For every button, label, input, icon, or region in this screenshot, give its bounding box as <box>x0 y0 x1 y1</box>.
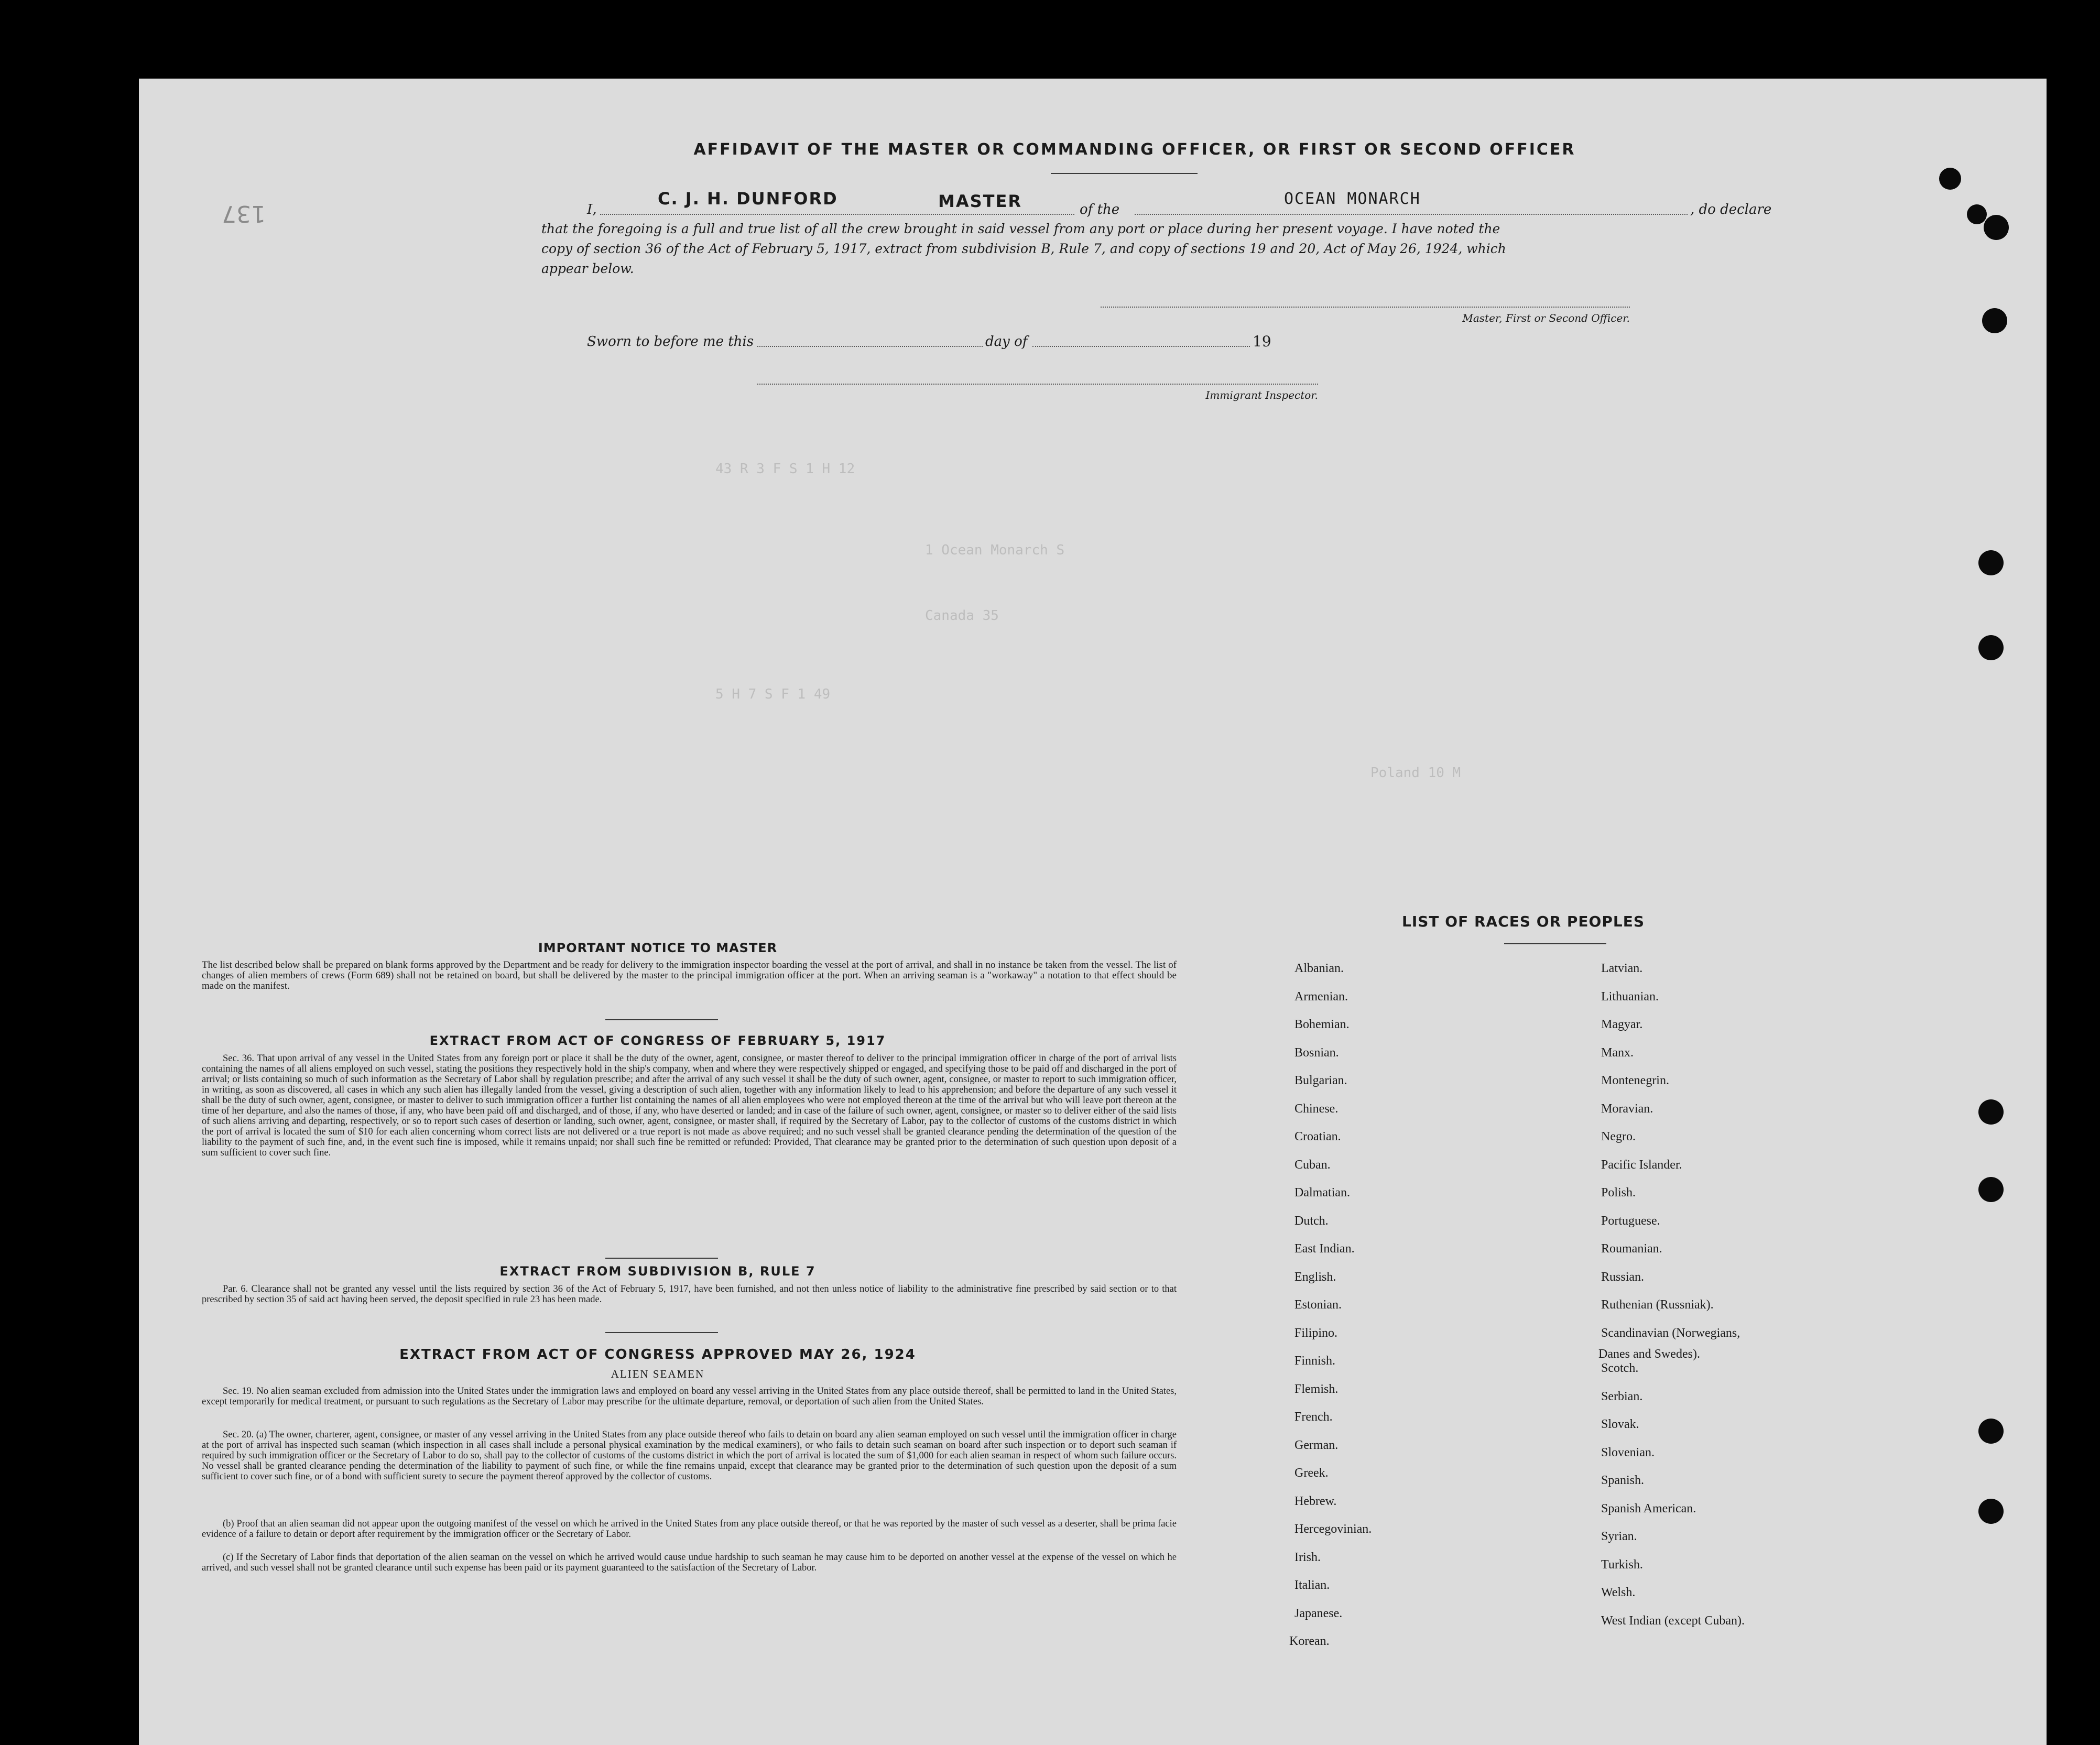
extract-1917-body: Sec. 36. That upon arrival of any vessel in the United States from any foreign port or place it shall be the duty of the owner, agent, consignee, or master thereof to deliver to the principal immigration officer in charge of the port of arrival lists containing the names of all aliens employed on such vessel, stating the positions they respectively hold in the ship's company, when and where they were respectively shipped or engaged, and specifying those to be paid off and discharged in the port of arrival; or lists containing so much of such information as the Secretary of Labor shall by regulation prescribe; and after the arrival of any such vessel it shall be the duty of such owner, agent, consignee, or master to report to such immigration officer, in writing, as soon as discovered, all cases in which any such alien has illegally landed from the vessel, giving a description of such alien, together with any information likely to lead to his apprehension; and before the departure of any such vessel it shall be the duty of such owner, agent, consignee, or master to deliver to such immigration officer a further list containing the names of all alien employees who were not employed thereon at the time of the arrival but who will leave port thereon at the time of her departure, and also the names of those, if any, who have been paid off and discharged, and of those, if any, who have deserted or landed; and in case of the failure of such owner, agent, consignee, or master so to deliver either of the said lists of such aliens arriving and departing, respectively, or so to report such cases of desertion or landing, such owner, agent, consignee, or master shall, if required by the Secretary of Labor, pay to the collector of customs of the customs district in which the port of arrival is located the sum of $10 for each alien concerning whom correct lists are not delivered or a true report is not made as above required; and no such vessel shall be granted clearance pending the determination of the question of the liability to the payment of such fine, and, in the event such fine is imposed, while it remains unpaid; nor shall such fine be remitted or refunded: Provided, That clearance may be granted prior to the determination of such question upon deposit of a sum sufficient to cover such fine. <box>202 1053 1177 1158</box>
extract-1924-subheading: ALIEN SEAMEN <box>611 1368 705 1380</box>
year-prefix: 19 <box>1253 333 1271 350</box>
section-divider <box>605 1258 718 1259</box>
extract-1924-sec20a: Sec. 20. (a) The owner, charterer, agent, consignee, or master of any vessel arriving in the United States from any place outside thereof who fails to detain on board any alien seaman employed on such vessel until the immigration officer in charge at the port of arrival has inspected such seaman (which inspection in all cases shall include a personal physical examination by the medical examiners), or who fails to detain such seaman on board after such inspection or to deport such seaman if required by such immigration officer or the Secretary of Labor to do so, shall pay to the collector of customs of the customs district in which the port of arrival is located the sum of $1,000 for each alien seaman in respect of whom such failure occurs. No vessel shall be granted clearance pending the determination of the liability to payment of such fine, or while the fine remains unpaid, except that clearance may be granted prior to the determination of such question upon the deposit of a sum sufficient to cover such fine, or of a bond with sufficient surety to secure the payment thereof approved by the collector of customs. <box>202 1430 1177 1482</box>
race-item: Filipino. <box>1294 1326 1338 1340</box>
race-item: Dutch. <box>1294 1214 1329 1228</box>
race-item: Cuban. <box>1294 1158 1331 1172</box>
extract-1917-heading: EXTRACT FROM ACT OF CONGRESS OF FEBRUARY 5, 1917 <box>429 1033 886 1048</box>
rule-7-body: Par. 6. Clearance shall not be granted any vessel until the lists required by section 36 of the Act of February 5, 1917, have been furnished, and not then unless notice of liability to the administrative fine prescribed by said section or to that prescribed by section 35 of said act having been served, the deposit specified in rule 23 has been made. <box>202 1284 1177 1305</box>
master-signature-caption: Master, First or Second Officer. <box>1462 312 1630 324</box>
document-sheet <box>139 79 2047 1745</box>
punch-hole <box>1939 168 1961 190</box>
bleed-through-text: 5 H 7 S F 1 49 <box>715 686 831 702</box>
race-item: Greek. <box>1294 1466 1329 1480</box>
race-item: Estonian. <box>1294 1298 1342 1312</box>
punch-hole <box>1984 215 2009 240</box>
heading-divider <box>1051 173 1198 174</box>
master-signature-line <box>1101 307 1630 308</box>
section-divider <box>605 1019 718 1020</box>
race-item: Irish. <box>1294 1550 1321 1564</box>
rule-7-heading: EXTRACT FROM SUBDIVISION B, RULE 7 <box>499 1264 816 1279</box>
bleed-through-text: Canada 35 <box>925 608 999 624</box>
race-item: Magyar. <box>1601 1018 1643 1031</box>
race-item: Turkish. <box>1601 1557 1643 1572</box>
extract-1924-sec20c: (c) If the Secretary of Labor finds that deportation of the alien seaman on the vessel on which he arrived would cause undue hardship to such seaman he may cause him to be deported on another vessel at the expense of the vessel on which he arrived, and such vessel shall not be granted clearance until such expense has been paid or its payment guaranteed to the satisfaction of the Secretary of Labor. <box>202 1552 1177 1573</box>
races-heading: LIST OF RACES OR PEOPLES <box>1402 913 1645 930</box>
punch-hole <box>1967 204 1987 224</box>
bleed-through-text: Poland 10 M <box>1370 765 1461 781</box>
master-name-line <box>600 214 1074 215</box>
race-item: Slovak. <box>1601 1417 1639 1431</box>
vessel-name: OCEAN MONARCH <box>1284 190 1421 208</box>
race-item: Scandinavian (Norwegians, <box>1601 1326 1740 1340</box>
inspector-signature-line <box>757 384 1318 385</box>
race-item: Finnish. <box>1294 1354 1336 1368</box>
master-name: C. J. H. DUNFORD <box>658 189 838 209</box>
affidavit-heading: AFFIDAVIT OF THE MASTER OR COMMANDING OFFICER, OR FIRST OR SECOND OFFICER <box>693 140 1576 159</box>
margin-note: 137 <box>222 200 266 227</box>
vessel-name-line <box>1135 214 1688 215</box>
punch-hole <box>1982 308 2007 333</box>
extract-1924-sec20b: (b) Proof that an alien seaman did not appear upon the outgoing manifest of the vessel on which he arrived in the United States from any place outside thereof, or that he was reported by the master of such vessel as a deserter, shall be prima facie evidence of a failure to detain or deport after requirement by the immigration officer or the Secretary of Labor. <box>202 1519 1177 1540</box>
race-item: Polish. <box>1601 1186 1636 1199</box>
race-item: Hercegovinian. <box>1294 1522 1372 1536</box>
race-item: Ruthenian (Russniak). <box>1601 1298 1714 1312</box>
race-item: Chinese. <box>1294 1101 1339 1116</box>
race-item: Slovenian. <box>1601 1445 1655 1459</box>
bleed-through-text: 43 R 3 F S 1 H 12 <box>715 461 855 477</box>
race-item: Moravian. <box>1601 1101 1653 1116</box>
sworn-label: Sworn to before me this <box>587 334 754 350</box>
race-item: Russian. <box>1601 1270 1645 1284</box>
master-rank: MASTER <box>938 191 1022 211</box>
affidavit-line-2: that the foregoing is a full and true list of all the crew brought in said vessel from any port or place during her present voyage. I have noted the <box>541 221 1500 236</box>
race-item: Korean. <box>1289 1634 1330 1648</box>
race-item: French. <box>1294 1410 1333 1424</box>
race-item: Manx. <box>1601 1045 1634 1060</box>
extract-1924-heading: EXTRACT FROM ACT OF CONGRESS APPROVED MAY 26, 1924 <box>399 1347 916 1362</box>
notice-body: The list described below shall be prepared on blank forms approved by the Department and be ready for delivery to the immigration inspector boarding the vessel at the port of arrival, and shall in no instance be taken from the vessel. The list of changes of alien members of crews (Form 689) shall not be retained on board, but shall be delivered by the master to the principal immigration officer at the port. When an arriving seaman is a "workaway" a notation to that effect should be made on the manifest. <box>202 959 1177 991</box>
race-item: Danes and Swedes). <box>1598 1347 1700 1361</box>
race-item: East Indian. <box>1294 1242 1355 1256</box>
race-item: Scotch. <box>1601 1361 1639 1375</box>
race-item: Montenegrin. <box>1601 1074 1669 1087</box>
section-divider <box>605 1332 718 1333</box>
punch-hole <box>1978 550 2004 575</box>
race-item: Italian. <box>1294 1578 1330 1592</box>
race-item: Hebrew. <box>1294 1494 1337 1508</box>
bleed-through-text: 1 Ocean Monarch S <box>925 542 1065 558</box>
race-item: Flemish. <box>1294 1382 1339 1396</box>
races-divider <box>1504 943 1606 944</box>
race-item: Spanish American. <box>1601 1501 1696 1515</box>
race-item: Japanese. <box>1294 1606 1343 1620</box>
race-item: Lithuanian. <box>1601 989 1659 1004</box>
punch-hole <box>1978 1099 2004 1125</box>
punch-hole <box>1978 1499 2004 1524</box>
extract-1924-sec19: Sec. 19. No alien seaman excluded from admission into the United States under the immigration laws and employed on board any vessel arriving in the United States from any place outside thereof, shall be permitted to land in the United States, except temporarily for medical treatment, or pursuant to such regulations as the Secretary of Labor may prescribe for the ultimate departure, removal, or deportation of such alien from the United States. <box>202 1386 1177 1407</box>
affidavit-line-3: copy of section 36 of the Act of February 5, 1917, extract from subdivision B, Rule 7, and copy of sections 19 and 20, Act of May 26, 1924, which <box>541 241 1506 256</box>
race-item: German. <box>1294 1438 1339 1452</box>
punch-hole <box>1978 635 2004 660</box>
race-item: Bohemian. <box>1294 1018 1350 1031</box>
do-declare-label: , do declare <box>1690 202 1772 217</box>
race-item: Armenian. <box>1294 989 1348 1004</box>
race-item: English. <box>1294 1270 1336 1284</box>
race-item: Croatian. <box>1294 1130 1341 1143</box>
race-item: Albanian. <box>1294 962 1344 975</box>
of-the-label: of the <box>1080 202 1120 217</box>
inspector-caption: Immigrant Inspector. <box>1205 389 1318 401</box>
notice-heading: IMPORTANT NOTICE TO MASTER <box>538 941 778 955</box>
race-item: Roumanian. <box>1601 1242 1662 1256</box>
race-item: Dalmatian. <box>1294 1186 1350 1199</box>
race-item: Bulgarian. <box>1294 1074 1347 1087</box>
race-item: Spanish. <box>1601 1474 1645 1487</box>
affidavit-line-4: appear below. <box>541 261 634 276</box>
race-item: Syrian. <box>1601 1530 1637 1543</box>
race-item: Welsh. <box>1601 1586 1636 1599</box>
day-of-label: day of <box>985 334 1028 350</box>
race-item: Bosnian. <box>1294 1045 1339 1060</box>
race-item: Serbian. <box>1601 1389 1643 1403</box>
race-item: Negro. <box>1601 1130 1636 1143</box>
race-item: Portuguese. <box>1601 1214 1660 1228</box>
sworn-day-line <box>757 346 983 347</box>
sworn-month-line <box>1032 346 1250 347</box>
race-item: West Indian (except Cuban). <box>1601 1613 1745 1628</box>
race-item: Pacific Islander. <box>1601 1158 1682 1172</box>
affidavit-intro: I, <box>587 202 597 217</box>
punch-hole <box>1978 1177 2004 1202</box>
punch-hole <box>1978 1419 2004 1444</box>
race-item: Latvian. <box>1601 962 1643 975</box>
